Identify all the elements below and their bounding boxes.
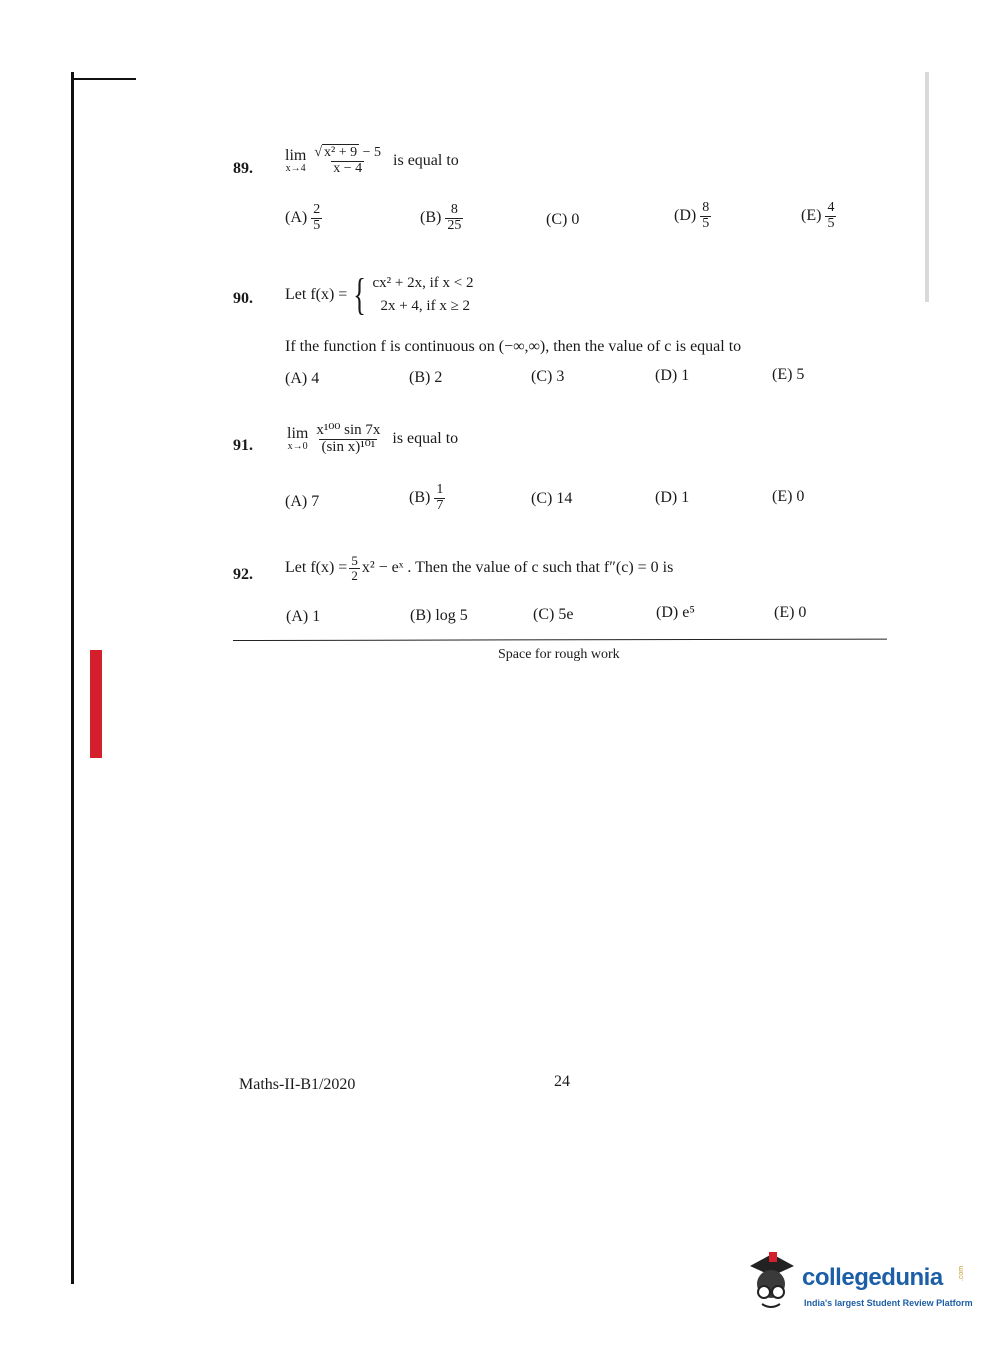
limit-operator: lim x→0	[287, 425, 309, 453]
footer-code: Maths-II-B1/2020	[239, 1076, 356, 1093]
brand-tagline: India's largest Student Review Platform	[804, 1298, 973, 1308]
question-number: 89.	[233, 160, 253, 177]
left-border-line	[71, 72, 74, 1284]
question-stem: lim x→4 $\frac{\text{√ x² + 9 − 5}}{x - 4}$ is equal to	[285, 145, 459, 176]
limit-expression: $\frac{\text{x¹⁰⁰ sin 7x}}{\text{(sin x)¹⁰¹}}$	[316, 422, 381, 455]
option-e[interactable]: (E) 5	[772, 366, 805, 383]
question-stem: Let f(x) = { cx² + 2x, if x < 2 2x + 4, if x ≥ 2	[285, 270, 474, 320]
question-number: 91.	[233, 437, 253, 454]
option-c[interactable]: (C) 14	[531, 490, 573, 507]
option-c[interactable]: (C) 3	[531, 368, 565, 385]
option-b[interactable]: (B) $\frac{1}{7}$	[409, 482, 444, 513]
limit-expression: $\frac{\text{√ x² + 9 − 5}}{x - 4}$	[314, 145, 382, 176]
option-a[interactable]: (A) 4	[285, 370, 320, 387]
option-c[interactable]: (C) 5e	[533, 606, 574, 623]
question-stem: lim x→0 $\frac{\text{x¹⁰⁰ sin 7x}}{\text{(sin x)¹⁰¹}}$ is equal to	[287, 422, 459, 455]
option-d[interactable]: (D) 1	[655, 489, 690, 506]
option-d[interactable]: (D) e⁵	[656, 604, 695, 621]
brand-name: collegedunia	[802, 1264, 943, 1291]
student-mascot-icon	[742, 1250, 800, 1310]
option-a[interactable]: (A) 7	[285, 493, 320, 510]
right-border-line	[925, 72, 929, 302]
question-stem: Let f(x) = $\frac{5}{2}$ x² − eˣ . Then the value of c such that f″(c) = 0 is	[285, 553, 674, 583]
rough-work-label: Space for rough work	[498, 647, 620, 662]
option-c[interactable]: (C) 0	[546, 211, 580, 228]
limit-operator: lim x→4	[285, 147, 307, 175]
option-b[interactable]: (B) $\frac{8}{25}$	[420, 202, 462, 233]
option-b[interactable]: (B) log 5	[410, 607, 468, 624]
option-e[interactable]: (E) 0	[772, 488, 805, 505]
collegedunia-logo	[742, 1250, 972, 1314]
question-number: 90.	[233, 290, 253, 307]
option-e[interactable]: (E) 0	[774, 604, 807, 621]
page-number: 24	[554, 1073, 570, 1090]
option-a[interactable]: (A) $\frac{2}{5}$	[285, 202, 321, 233]
red-margin-mark	[90, 650, 102, 758]
piecewise-cases: cx² + 2x, if x < 2 2x + 4, if x ≥ 2	[372, 275, 474, 315]
question-text: If the function f is continuous on (−∞,∞), then the value of c is equal to	[285, 338, 742, 355]
option-d[interactable]: (D) 1	[655, 367, 690, 384]
brace: {	[353, 270, 367, 320]
option-b[interactable]: (B) 2	[409, 369, 443, 386]
option-d[interactable]: (D) $\frac{8}{5}$	[674, 200, 710, 231]
option-e[interactable]: (E) $\frac{4}{5}$	[801, 200, 835, 231]
brand-tld: .com	[958, 1265, 966, 1282]
divider-line	[233, 639, 887, 641]
option-a[interactable]: (A) 1	[286, 608, 321, 625]
corner-mark	[74, 78, 136, 80]
question-number: 92.	[233, 566, 253, 583]
